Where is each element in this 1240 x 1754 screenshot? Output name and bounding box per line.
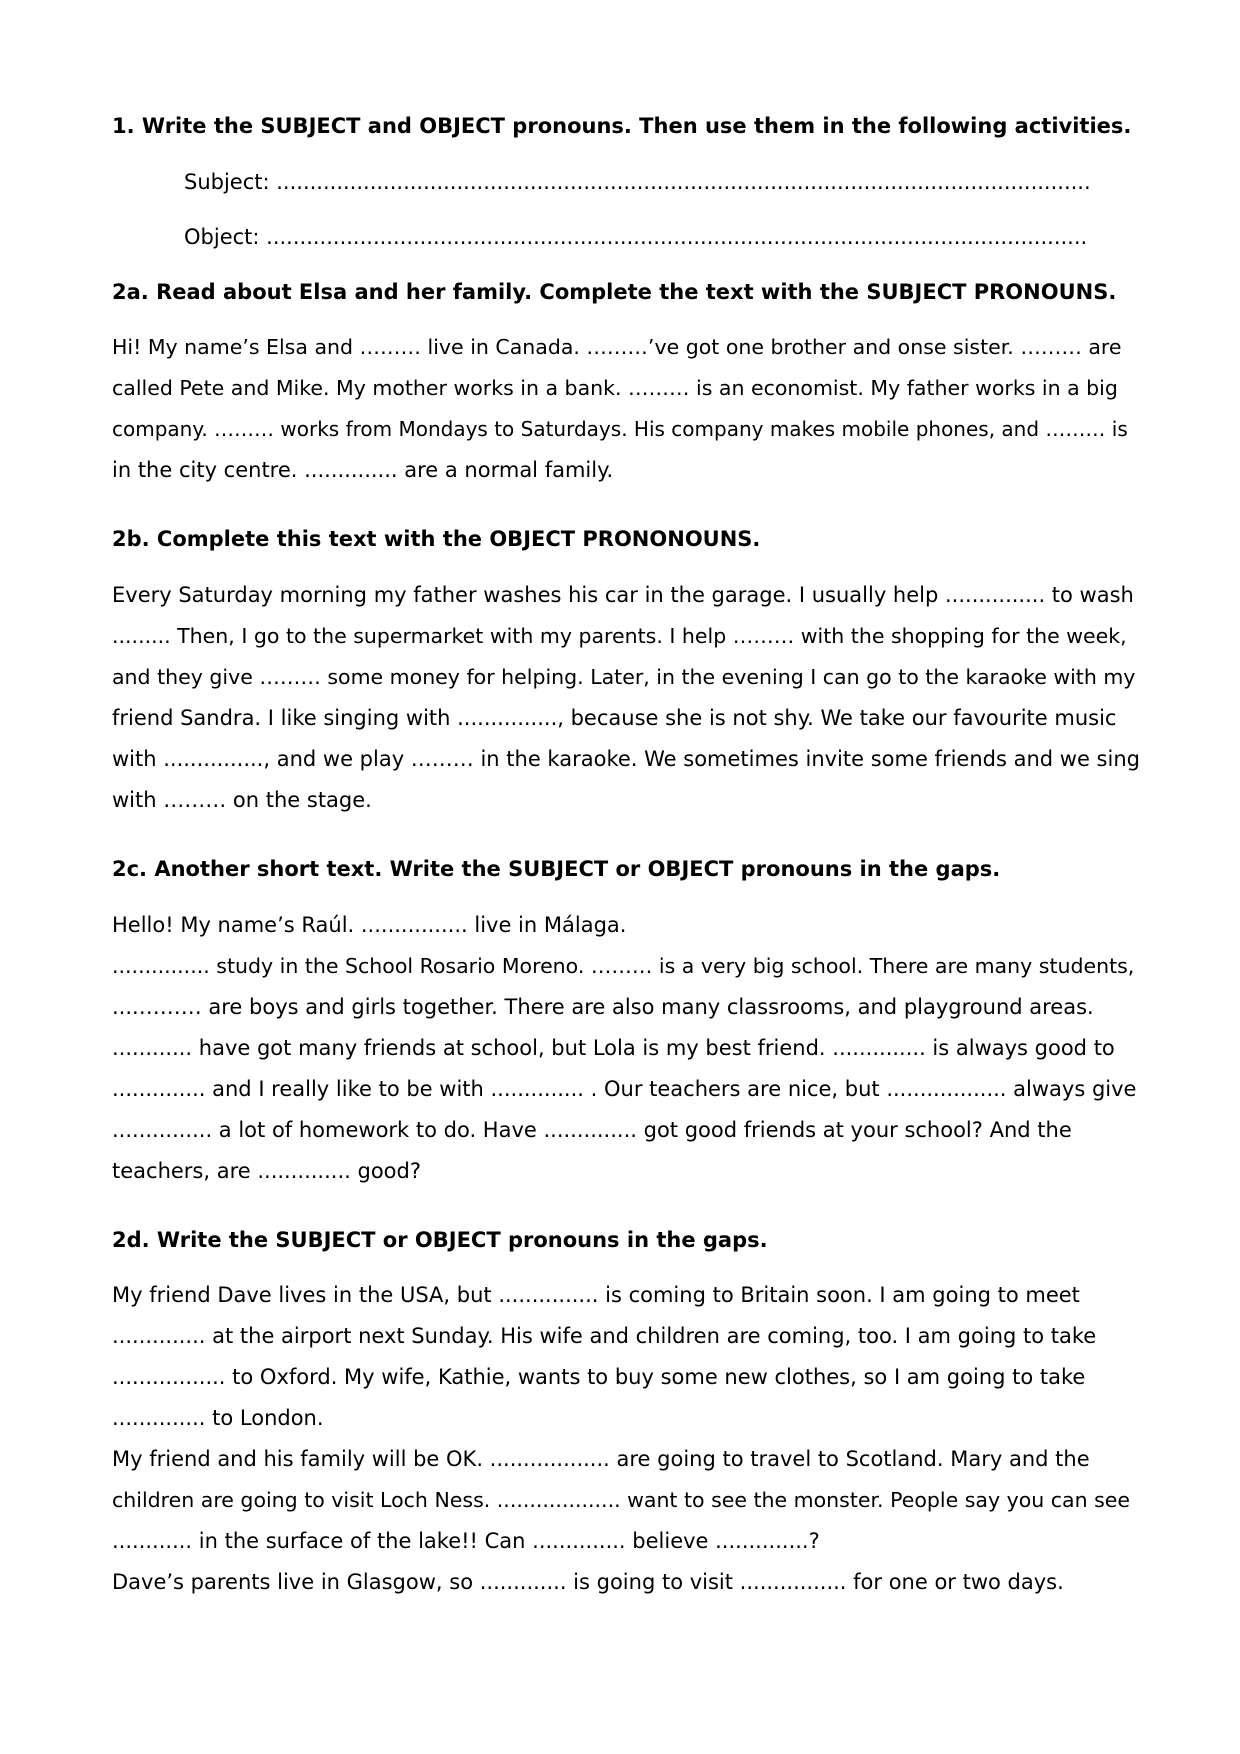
text-line: Hi! My name’s Elsa and ……… live in Canada. ………’ve got one brother and onse sister. ……… are xyxy=(112,335,1122,359)
text-line: Dave’s parents live in Glasgow, so ............. is going to visit ................ for one or two days. xyxy=(112,1570,1064,1594)
text-line: company. ……… works from Mondays to Saturdays. His company makes mobile phones, and ……… is xyxy=(112,417,1128,441)
text-line: My friend Dave lives in the USA, but ............... is coming to Britain soon. I am going to meet xyxy=(112,1283,1080,1307)
text-line: ............... a lot of homework to do. Have .............. got good friends at your school? And the xyxy=(112,1118,1072,1142)
text-line: ................. to Oxford. My wife, Kathie, wants to buy some new clothes, so I am going to take xyxy=(112,1365,1086,1389)
text-line: Hello! My name’s Raúl. ................ live in Málaga. xyxy=(112,913,627,937)
text-line: ............... study in the School Rosario Moreno. ……… is a very big school. There are many students, xyxy=(112,954,1135,978)
section-2a-heading: 2a. Read about Elsa and her family. Complete the text with the SUBJECT PRONOUNS. xyxy=(112,280,1117,304)
section-2d-heading: 2d. Write the SUBJECT or OBJECT pronouns in the gaps. xyxy=(112,1228,768,1252)
text-line: .............. at the airport next Sunday. His wife and children are coming, too. I am going to take xyxy=(112,1324,1097,1348)
text-line: with ..............., and we play ……… in the karaoke. We sometimes invite some friends and we sing xyxy=(112,747,1140,771)
text-line: .............. to London. xyxy=(112,1406,324,1430)
text-line: ......... Then, I go to the supermarket with my parents. I help ……… with the shopping for the week, xyxy=(112,624,1127,648)
section-2b-heading: 2b. Complete this text with the OBJECT PRONONOUNS. xyxy=(112,527,761,551)
subject-answer-line: Subject: .......................................................................................................................... xyxy=(184,170,1091,194)
text-line: and they give ……… some money for helping. Later, in the evening I can go to the karaoke with my xyxy=(112,665,1136,689)
text-line: ............ have got many friends at school, but Lola is my best friend. .............. is always good to xyxy=(112,1036,1115,1060)
text-line: ....……… are boys and girls together. There are also many classrooms, and playground areas. xyxy=(112,995,1094,1019)
object-answer-line: Object: ........................................................................................................................... xyxy=(184,225,1088,249)
text-line: children are going to visit Loch Ness. ................... want to see the monster. People say you can see xyxy=(112,1488,1131,1512)
text-line: friend Sandra. I like singing with ..............., because she is not shy. We take our favourite music xyxy=(112,706,1117,730)
text-line: called Pete and Mike. My mother works in a bank. ……… is an economist. My father works in a big xyxy=(112,376,1118,400)
text-line: ............ in the surface of the lake!! Can .............. believe ..............? xyxy=(112,1529,820,1553)
section-1-heading: 1. Write the SUBJECT and OBJECT pronouns. Then use them in the following activities. xyxy=(112,114,1132,138)
section-2c-heading: 2c. Another short text. Write the SUBJECT or OBJECT pronouns in the gaps. xyxy=(112,857,1001,881)
text-line: with ……… on the stage. xyxy=(112,788,372,812)
text-line: Every Saturday morning my father washes his car in the garage. I usually help ............... to wash xyxy=(112,583,1134,607)
text-line: in the city centre. .............. are a normal family. xyxy=(112,458,614,482)
text-line: .............. and I really like to be with .............. . Our teachers are nice, but .................. always give xyxy=(112,1077,1137,1101)
text-line: My friend and his family will be OK. .................. are going to travel to Scotland. Mary and the xyxy=(112,1447,1090,1471)
text-line: teachers, are .............. good? xyxy=(112,1159,421,1183)
